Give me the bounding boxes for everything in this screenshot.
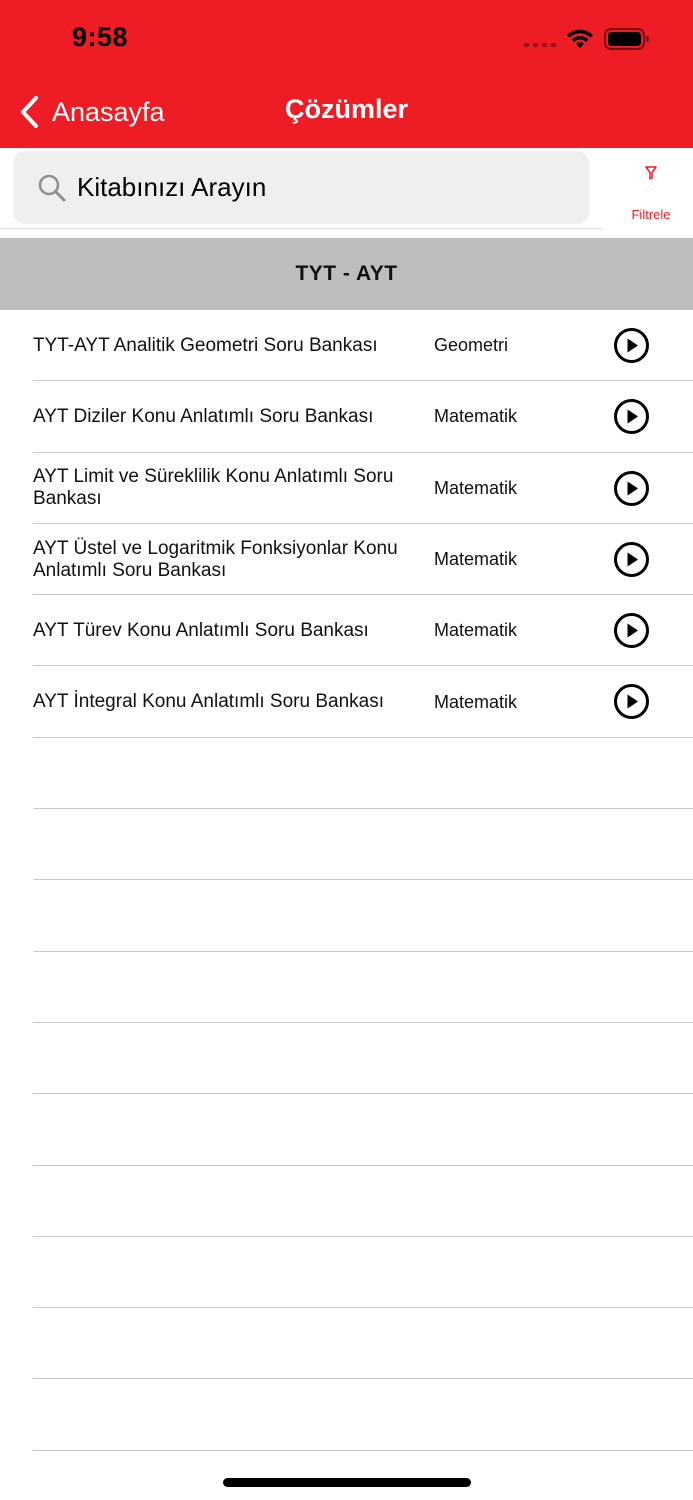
book-subject: Matematik xyxy=(434,477,518,498)
page-title: Çözümler xyxy=(284,94,409,124)
book-subject: Matematik xyxy=(434,620,518,641)
book-row[interactable] xyxy=(0,595,693,666)
book-row[interactable] xyxy=(0,381,693,452)
empty-row xyxy=(0,738,693,809)
book-subject: Matematik xyxy=(434,691,518,712)
empty-row xyxy=(0,1166,693,1237)
book-title: AYT Limit ve Süreklilik Konu Anlatımlı Soru Bankası xyxy=(33,466,394,510)
book-title: AYT İntegral Konu Anlatımlı Soru Bankası xyxy=(33,691,384,713)
search-divider xyxy=(0,228,603,229)
empty-row xyxy=(0,880,693,951)
battery-icon xyxy=(604,28,650,50)
filter-button[interactable] xyxy=(610,160,692,228)
empty-row xyxy=(0,1023,693,1094)
empty-row xyxy=(0,1237,693,1308)
empty-row xyxy=(0,1379,693,1450)
book-subject: Matematik xyxy=(434,406,518,427)
section-header xyxy=(0,238,693,310)
play-circle-icon[interactable] xyxy=(613,398,650,435)
wifi-icon xyxy=(565,27,595,49)
status-time: 9:58 xyxy=(72,22,129,52)
section-title: TYT - AYT xyxy=(295,262,398,285)
book-row[interactable] xyxy=(0,453,693,524)
cellular-signal-icon xyxy=(524,42,558,48)
search-input[interactable] xyxy=(77,172,557,203)
book-title: AYT Diziler Konu Anlatımlı Soru Bankası xyxy=(33,405,374,427)
book-title: AYT Türev Konu Anlatımlı Soru Bankası xyxy=(33,619,369,641)
empty-row xyxy=(0,1308,693,1379)
home-indicator[interactable] xyxy=(223,1478,471,1487)
book-title: AYT Üstel ve Logaritmik Fonksiyonlar Konu Anlatımlı Soru Bankası xyxy=(33,537,398,581)
book-row[interactable] xyxy=(0,666,693,737)
navigation-header xyxy=(0,0,693,148)
search-bar[interactable] xyxy=(13,151,589,224)
search-icon xyxy=(37,173,67,203)
empty-row xyxy=(0,809,693,880)
empty-row xyxy=(0,1094,693,1165)
empty-row xyxy=(0,952,693,1023)
book-row[interactable] xyxy=(0,310,693,381)
book-subject: Geometri xyxy=(434,335,509,356)
empty-row xyxy=(0,1451,693,1500)
filter-label: Filtrele xyxy=(631,207,671,222)
book-list xyxy=(0,310,693,1500)
filter-funnel-icon xyxy=(645,166,657,180)
back-button-label: Anasayfa xyxy=(52,96,165,127)
play-circle-icon[interactable] xyxy=(613,612,650,649)
play-circle-icon[interactable] xyxy=(613,327,650,364)
book-title: TYT-AYT Analitik Geometri Soru Bankası xyxy=(33,334,378,356)
book-row[interactable] xyxy=(0,524,693,595)
play-circle-icon[interactable] xyxy=(613,541,650,578)
book-subject: Matematik xyxy=(434,549,518,570)
play-circle-icon[interactable] xyxy=(613,470,650,507)
play-circle-icon[interactable] xyxy=(613,683,650,720)
